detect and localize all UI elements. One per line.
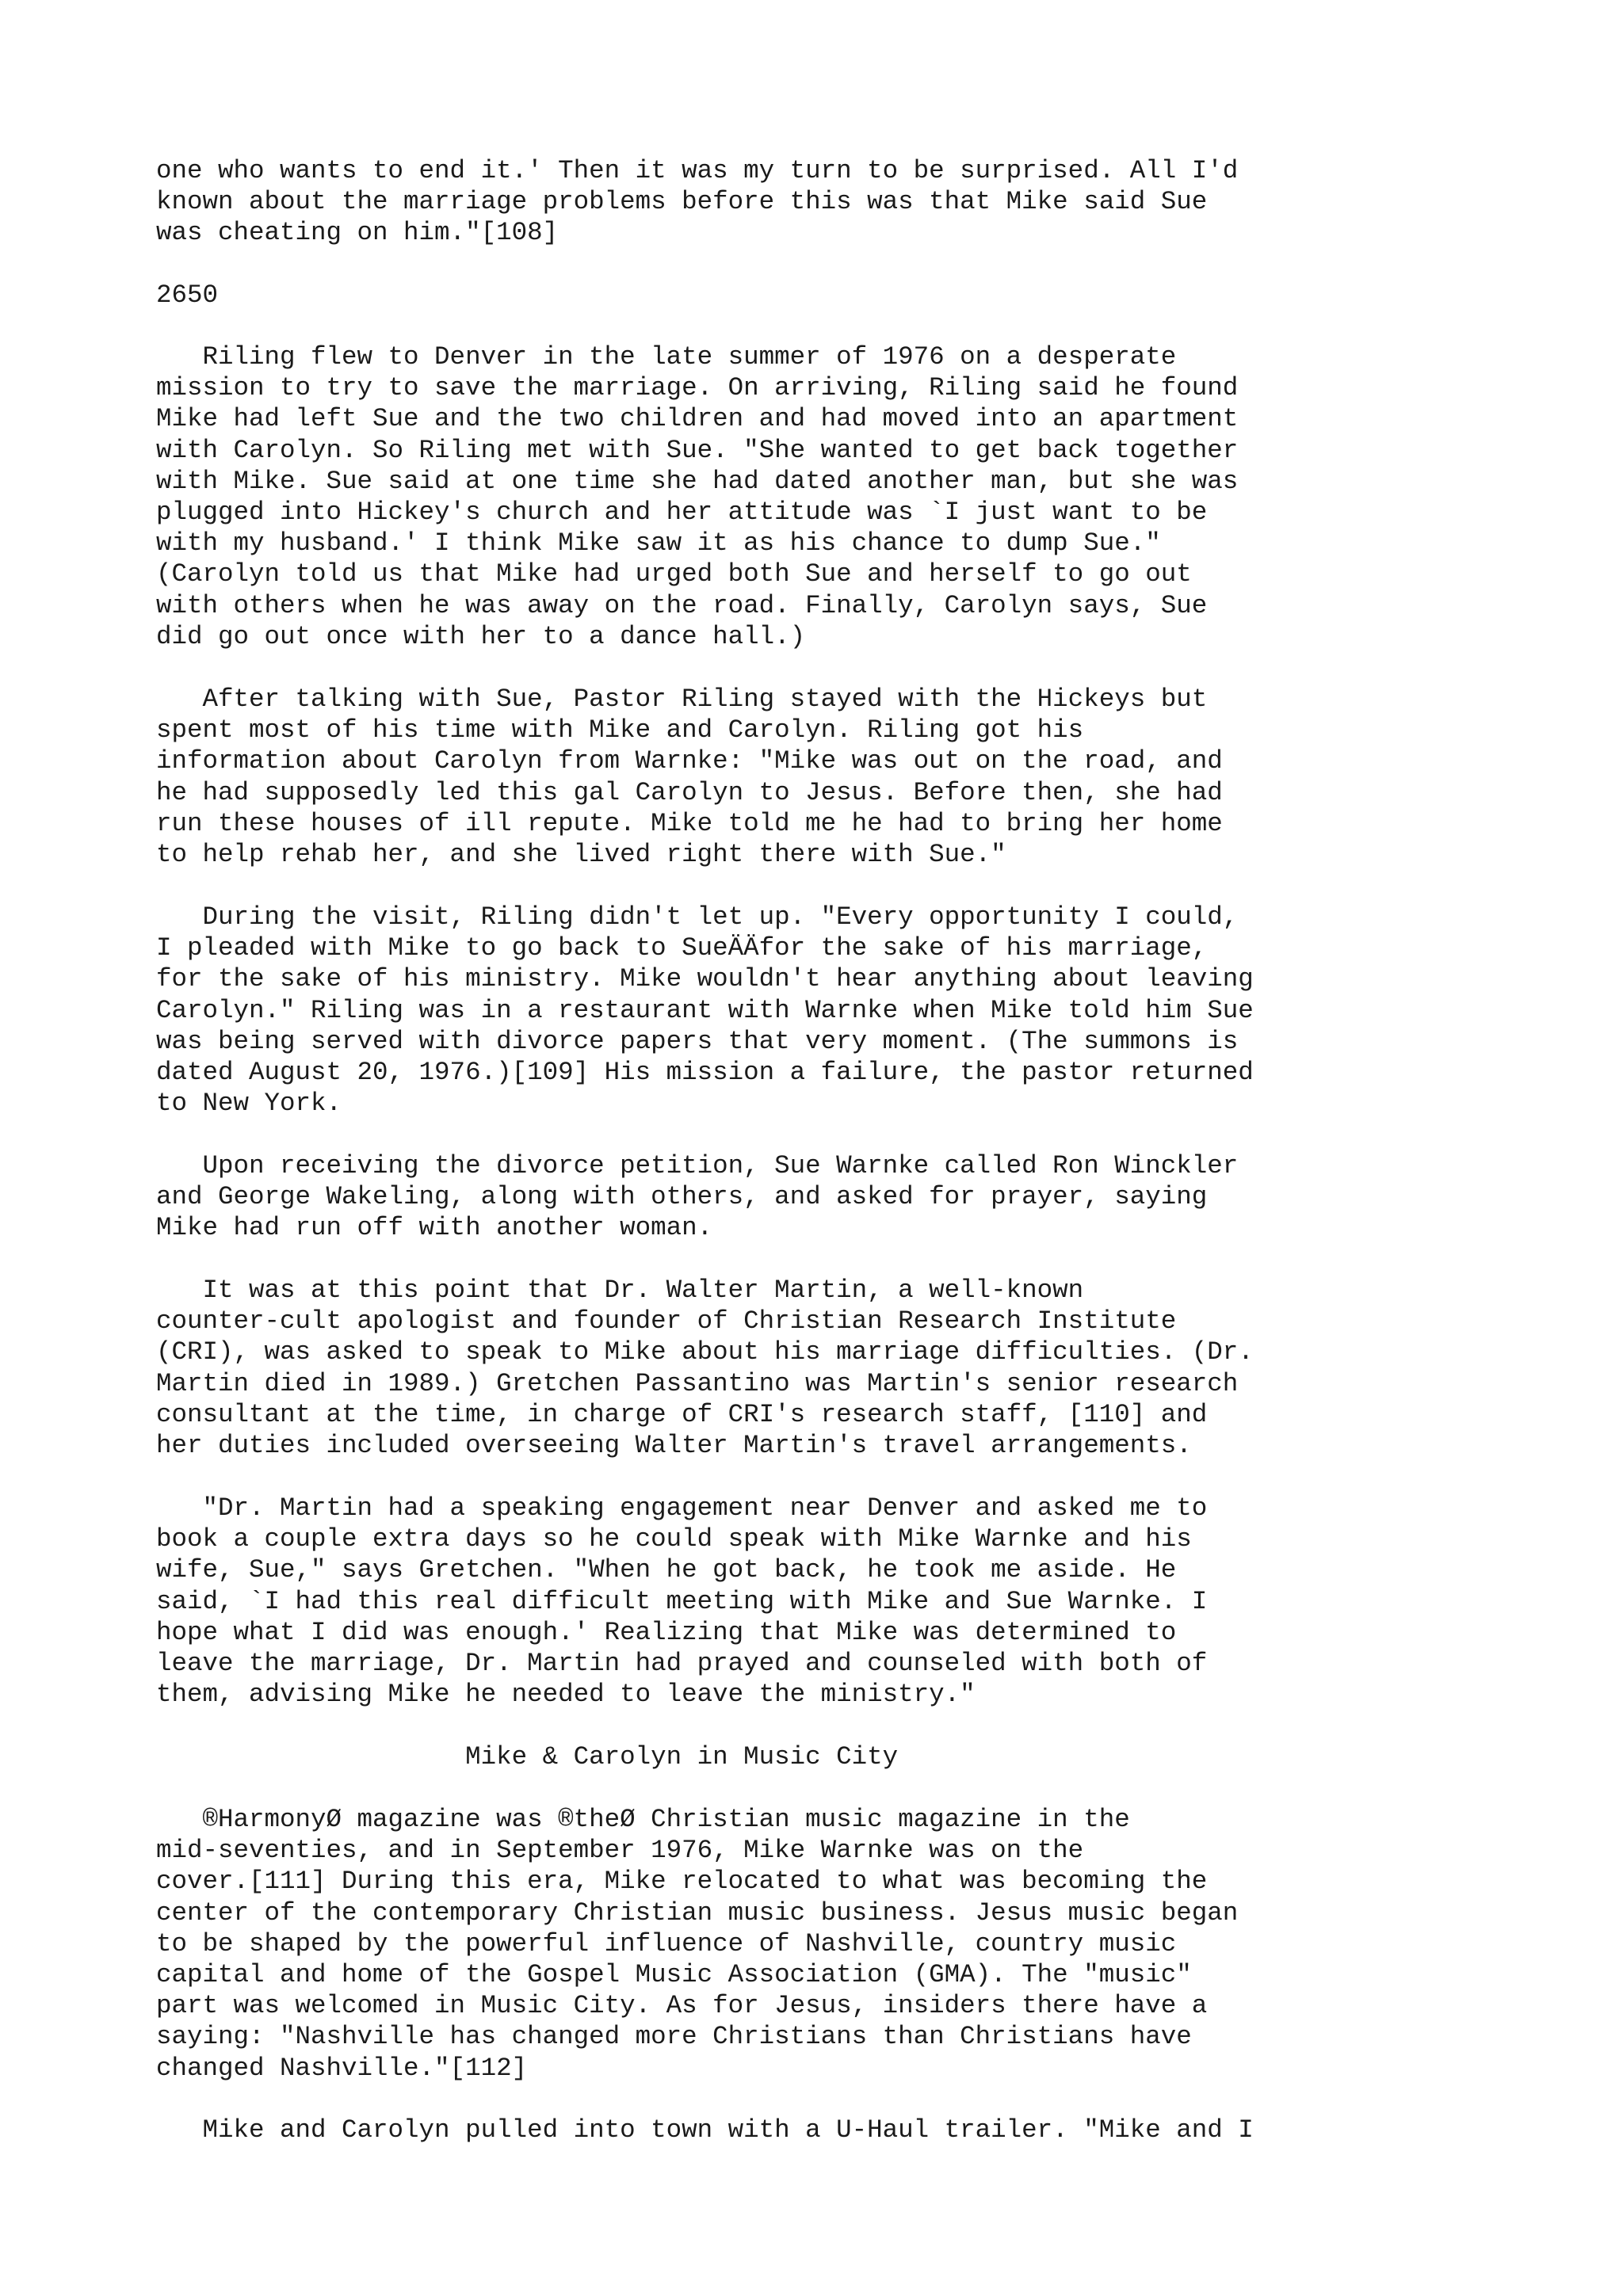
paragraph-divorce-petition: Upon receiving the divorce petition, Sue Warnke called Ron Winckler and George Wakeling, along with others, and asked for prayer, saying Mike had run off with another woman. [156, 1151, 1239, 1243]
paragraph-during-visit: During the visit, Riling didn't let up. "Every opportunity I could, I pleaded with Mike to go back to SueÄÄfor the sake of his marriage, for the sake of his ministry. Mike wouldn't hear anything about leaving Carolyn." Riling was in a restaurant with Warnke when Mike told him Sue was being served with divorce papers that very moment. (The summons is dated August 20, 1976.)[109] His mission a failure, the pastor returned to New York. [156, 902, 1254, 1119]
paragraph-harmony-magazine: ®HarmonyØ magazine was ®theØ Christian music magazine in the mid-seventies, and in September 1976, Mike Warnke was on the cover.[111] During this era, Mike relocated to what was becoming the center of the contemporary Christian music business. Jesus music began to be shaped by the powerful influence of Nashville, country music capital and home of the Gospel Music Association (GMA). The "music" part was welcomed in Music City. As for Jesus, insiders there have a saying: "Nashville has changed more Christians than Christians have changed Nashville."[112] [156, 1805, 1239, 2083]
paragraph-riling-denver: Riling flew to Denver in the late summer of 1976 on a desperate mission to try to save the marriage. On arriving, Riling said he found Mike had left Sue and the two children and had moved into an apartment with Carolyn. So Riling met with Sue. "She wanted to get back together with Mike. Sue said at one time she had dated another man, but she was plugged into Hickey's church and her attitude was `I just want to be with my husband.' I think Mike saw it as his chance to dump Sue." (Carolyn told us that Mike had urged both Sue and herself to go out with others when he was away on the road. Finally, Carolyn says, Sue did go out once with her to a dance hall.) [156, 342, 1239, 651]
section-heading: Mike & Carolyn in Music City [156, 1742, 899, 1772]
paragraph-walter-martin: It was at this point that Dr. Walter Martin, a well-known counter-cult apologist and founder of Christian Research Institute (CRI), was asked to speak to Mike about his marriage difficulties. (Dr. Martin died in 1989.) Gretchen Passantino was Martin's senior research consultant at the time, in charge of CRI's research staff, [110] and her duties included overseeing Walter Martin's travel arrangements. [156, 1276, 1254, 1461]
page-number: 2650 [156, 280, 219, 310]
paragraph-gretchen-quote: "Dr. Martin had a speaking engagement near Denver and asked me to book a couple extra days so he could speak with Mike Warnke and his wife, Sue," says Gretchen. "When he got back, he took me aside. He said, `I had this real difficult meeting with Mike and Sue Warnke. I hope what I did was enough.' Realizing that Mike was determined to leave the marriage, Dr. Martin had prayed and counseled with both of them, advising Mike he needed to leave the ministry." [156, 1493, 1208, 1710]
paragraph-pastor-riling: After talking with Sue, Pastor Riling stayed with the Hickeys but spent most of his time with Mike and Carolyn. Riling got his information about Carolyn from Warnke: "Mike was out on the road, and he had supposedly led this gal Carolyn to Jesus. Before then, she had run these houses of ill repute. Mike told me he had to bring her home to help rehab her, and she lived right there with Sue." [156, 685, 1223, 870]
paragraph-continuation: one who wants to end it.' Then it was my turn to be surprised. All I'd known about the marriage problems before this was that Mike said Sue was cheating on him."[108] [156, 156, 1239, 248]
paragraph-u-haul: Mike and Carolyn pulled into town with a U-Haul trailer. "Mike and I [156, 2115, 1254, 2145]
